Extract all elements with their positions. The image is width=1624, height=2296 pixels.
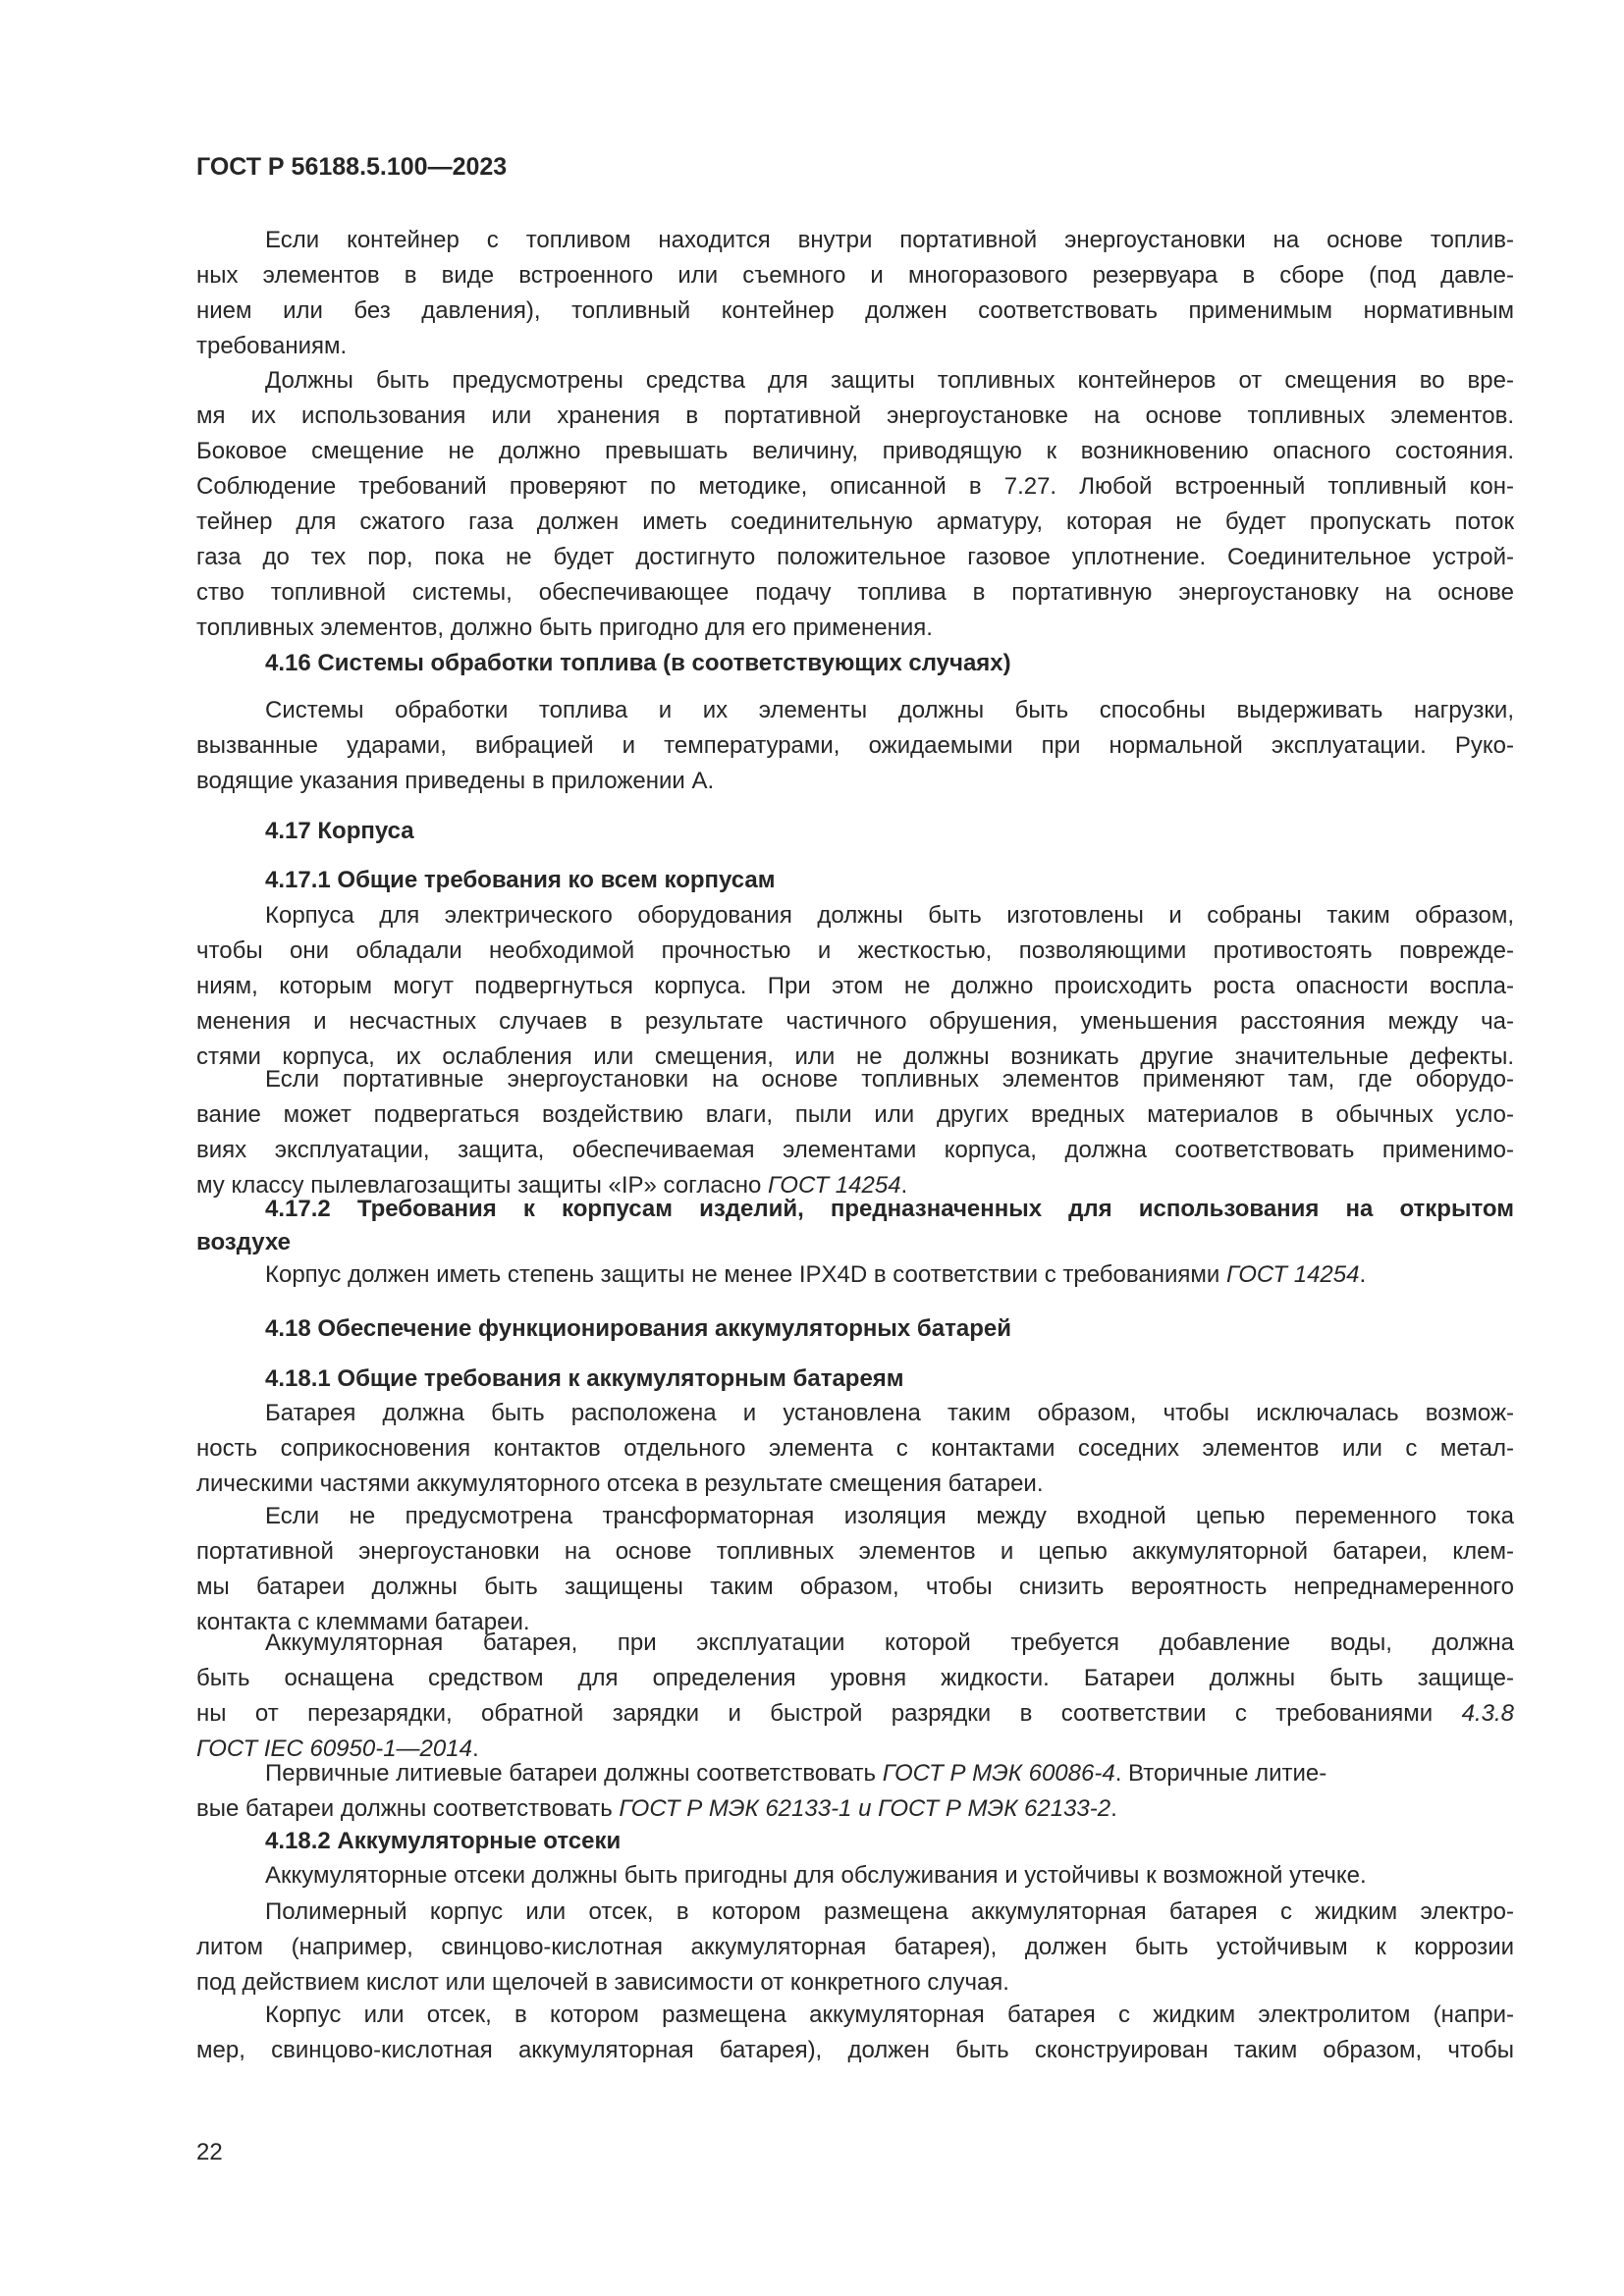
page-footer — [196, 2135, 1514, 2170]
section-4-18-2-para-1 — [196, 1858, 1514, 1894]
text-line: нием или без давления), топливный контейнер должен соответствовать применимым нормативным — [196, 297, 1514, 324]
text: Первичные литиевые батареи должны соответствовать — [265, 1760, 883, 1787]
section-4-18-1-para-2 — [196, 1499, 1514, 1640]
section-4-17-1-para-1 — [196, 898, 1514, 1075]
paragraph-fuel-container — [196, 223, 1514, 364]
section-4-17-1-para-2 — [196, 1062, 1514, 1203]
section-4-16-body — [196, 693, 1514, 799]
text-line: ность соприкосновения контактов отдельного элемента с контактами соседних элементов или с метал- — [196, 1435, 1514, 1462]
subsection-heading-cont: воздухе — [196, 1229, 291, 1255]
subsection-heading: 4.17.2 Требования к корпусам изделий, предназначенных для использования на открытом — [265, 1196, 1514, 1222]
text-line: Аккумуляторные отсеки должны быть пригодны для обслуживания и устойчивы к возможной утечке. — [265, 1862, 1367, 1889]
text-line: Системы обработки топлива и их элементы должны быть способны выдерживать нагрузки, — [265, 697, 1514, 723]
text-line: Боковое смещение не должно превышать величину, приводящую к возникновению опасного состояния. — [196, 438, 1514, 464]
subsection-heading: 4.17.1 Общие требования ко всем корпусам — [265, 867, 776, 893]
text-line: ных элементов в виде встроенного или съемного и многоразового резервуара в сборе (под давле- — [196, 262, 1514, 289]
section-4-18-1-para-3 — [196, 1626, 1514, 1767]
standard-reference: ГОСТ Р МЭК 60086-4 — [882, 1760, 1115, 1787]
text: . — [1359, 1261, 1367, 1288]
text-line — [196, 1257, 1514, 1293]
text-line: стями корпуса, их ослабления или смещения, или не должны возникать другие значительные дефекты. — [196, 1043, 1514, 1070]
text-line: Соблюдение требований проверяют по методике, описанной в 7.27. Любой встроенный топливный кон- — [196, 473, 1514, 500]
standard-reference: ГОСТ 14254 — [768, 1172, 901, 1199]
section-4-18 — [196, 1311, 1514, 1347]
text-line: менения и несчастных случаев в результате частичного обрушения, уменьшения расстояния между ча- — [196, 1008, 1514, 1035]
text-line: мя их использования или хранения в портативной энергоустановке на основе топливных элементов. — [196, 402, 1514, 429]
text-line: Корпус или отсек, в котором размещена аккумуляторная батарея с жидким электролитом (напри- — [265, 2002, 1514, 2028]
subsection-heading: 4.18.1 Общие требования к аккумуляторным батареям — [265, 1365, 904, 1392]
text-line: водящие указания приведены в приложении А. — [196, 768, 715, 794]
subsection-heading: 4.18.2 Аккумуляторные отсеки — [265, 1828, 622, 1854]
text-line: Батарея должна быть расположена и установлена таким образом, чтобы исключалась возмож- — [265, 1400, 1514, 1426]
section-4-18-2 — [196, 1824, 1514, 1859]
section-heading: 4.16 Системы обработки топлива (в соответствующих случаях) — [265, 650, 1011, 676]
text-line: чтобы они обладали необходимой прочностью и жесткостью, позволяющими противостоять поврежде- — [196, 937, 1514, 964]
text: . — [471, 1735, 479, 1762]
section-4-17 — [196, 814, 1514, 849]
section-4-17-1 — [196, 863, 1514, 898]
standard-reference: ГОСТ IEC 60950-1—2014 — [196, 1735, 472, 1762]
text-line: газа до тех пор, пока не будет достигнуто положительное газовое уплотнение. Соединительное устрой- — [196, 544, 1514, 570]
text-line: портативной энергоустановки на основе топливных элементов и цепью аккумуляторной батареи, клем- — [196, 1538, 1514, 1565]
section-4-18-1-para-1 — [196, 1396, 1514, 1502]
text: . — [1110, 1795, 1117, 1822]
section-4-18-1 — [196, 1362, 1514, 1397]
text-line: ство топливной системы, обеспечивающее подачу топлива в портативную энергоустановку на основе — [196, 579, 1514, 606]
text-line — [196, 1756, 1514, 1791]
text-line: под действием кислот или щелочей в зависимости от конкретного случая. — [196, 1969, 1009, 1996]
text-line: вызванные ударами, вибрацией и температурами, ожидаемыми при нормальной эксплуатации. Руко- — [196, 732, 1514, 759]
text-line: тейнер для сжатого газа должен иметь соединительную арматуру, которая не будет пропускать поток — [196, 508, 1514, 535]
text-line: ниям, которым могут подвергнуться корпуса. При этом не должно происходить роста опасности воспла- — [196, 973, 1514, 999]
text-line: быть оснащена средством для определения уровня жидкости. Батареи должны быть защище- — [196, 1665, 1514, 1691]
text-line: Должны быть предусмотрены средства для защиты топливных контейнеров от смещения во вре- — [265, 367, 1514, 394]
standard-reference: ГОСТ 14254 — [1225, 1261, 1360, 1288]
text-line: Если не предусмотрена трансформаторная изоляция между входной цепью переменного тока — [265, 1503, 1514, 1529]
text-line: Полимерный корпус или отсек, в котором размещена аккумуляторная батарея с жидким электро- — [265, 1898, 1514, 1925]
section-heading: 4.17 Корпуса — [265, 818, 414, 844]
text-line — [196, 1696, 1514, 1732]
text-line: топливных элементов, должно быть пригодно для его применения. — [196, 614, 933, 641]
standard-reference: 4.3.8 — [1461, 1700, 1514, 1727]
page-number: 22 — [196, 2139, 223, 2165]
text-line: литом (например, свинцово-кислотная аккумуляторная батарея), должен быть устойчивым к коррозии — [196, 1934, 1514, 1960]
section-4-17-2-body — [196, 1257, 1514, 1293]
document-id: ГОСТ Р 56188.5.100—2023 — [196, 153, 508, 181]
section-heading: 4.18 Обеспечение функционирования аккумуляторных батарей — [265, 1315, 1011, 1342]
text: . Вторичные литие- — [1114, 1760, 1327, 1787]
paragraph-fuel-container-protection — [196, 363, 1514, 646]
section-4-18-2-para-2 — [196, 1895, 1514, 2001]
section-4-18-2-para-3 — [196, 1998, 1514, 2068]
text-line: Если контейнер с топливом находится внутри портативной энергоустановки на основе топлив- — [265, 227, 1514, 253]
text-line: Если портативные энергоустановки на основе топливных элементов применяют там, где оборудо- — [265, 1066, 1514, 1093]
text-line: вание может подвергаться воздействию влаги, пыли или других вредных материалов в обычных усло- — [196, 1101, 1514, 1128]
text-line: требованиям. — [196, 333, 348, 359]
section-4-17-2 — [196, 1193, 1514, 1259]
text-line: мы батареи должны быть защищены таким образом, чтобы снизить вероятность непреднамеренного — [196, 1574, 1514, 1600]
text-line: Аккумуляторная батарея, при эксплуатации которой требуется добавление воды, должна — [265, 1629, 1514, 1656]
text-line: мер, свинцово-кислотная аккумуляторная батарея), должен быть сконструирован таким образом, чтобы — [196, 2037, 1514, 2063]
section-4-16 — [196, 646, 1514, 681]
text: ны от перезарядки, обратной зарядки и быстрой разрядки в соответствии с требованиями — [196, 1700, 1462, 1727]
text: . — [900, 1172, 908, 1199]
text: Корпус должен иметь степень защиты не менее IPX4D в соответствии с требованиями — [265, 1261, 1226, 1288]
text-line: контакта с клеммами батареи. — [196, 1609, 530, 1635]
standard-reference: ГОСТ Р МЭК 62133-1 и ГОСТ Р МЭК 62133-2 — [619, 1795, 1111, 1822]
text-line: виях эксплуатации, защита, обеспечиваемая элементами корпуса, должна соответствовать применимо- — [196, 1137, 1514, 1163]
document-header — [196, 149, 1514, 185]
text-line: лическими частями аккумуляторного отсека в результате смещения батареи. — [196, 1470, 1044, 1497]
text: вые батареи должны соответствовать — [196, 1795, 620, 1822]
text: му классу пылевлагозащиты защиты «IP» согласно — [196, 1172, 769, 1199]
section-4-18-1-para-4 — [196, 1756, 1514, 1827]
text-line — [196, 1791, 1514, 1827]
text-line: Корпуса для электрического оборудования должны быть изготовлены и собраны таким образом, — [265, 902, 1514, 929]
